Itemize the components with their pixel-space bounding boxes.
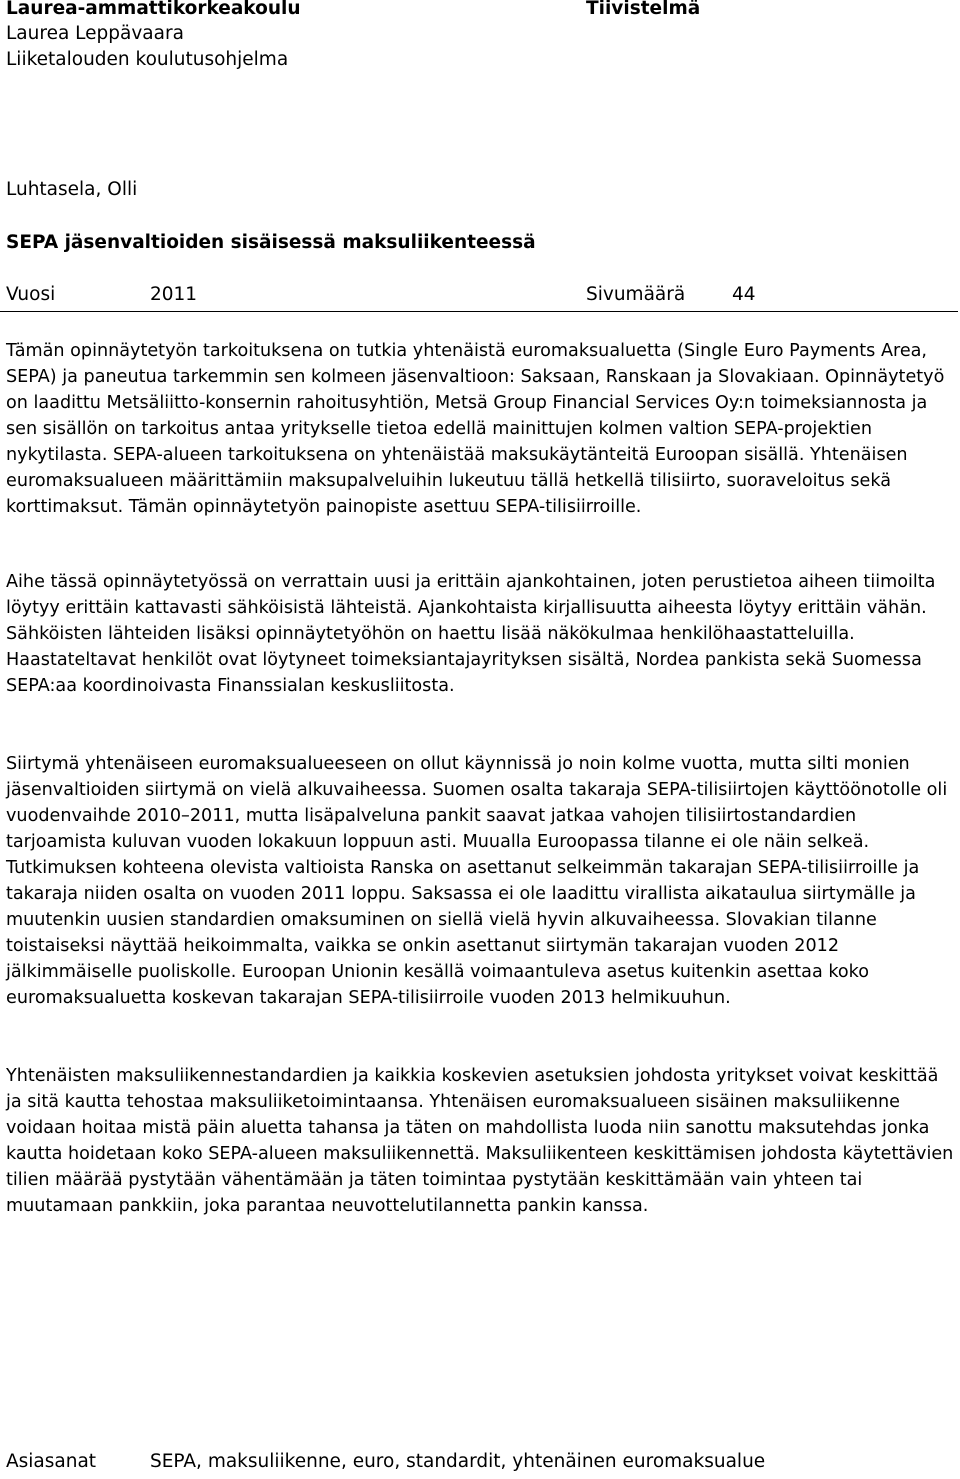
keywords-value: SEPA, maksuliikenne, euro, standardit, yhtenäinen euromaksualue (150, 1451, 766, 1472)
pages-value: 44 (732, 284, 756, 305)
thesis-title: SEPA jäsenvaltioiden sisäisessä maksuliikenteessä (6, 232, 536, 253)
pages-label: Sivumäärä (586, 284, 686, 305)
header-institution: Laurea-ammattikorkeakoulu (6, 0, 301, 19)
keywords-label: Asiasanat (6, 1451, 97, 1472)
year-label: Vuosi (6, 284, 56, 305)
abstract-paragraph-1: Tämän opinnäytetyön tarkoituksena on tutkia yhtenäistä euromaksualuetta (Single Euro Payments Area, SEPA) ja paneutua tarkemmin sen kolmeen jäsenvaltioon: Saksaan, Ranskaan ja Slovakiaan. Opinnäytetyö on laadittu Metsäliitto-konsernin rahoitusyhtiön, Metsä Group Financial Services Oy:n toimeksiannosta ja sen sisällön on tarkoitus antaa yritykselle tietoa edellä mainittujen kolmen valtion SEPA-projektien nykytilasta. SEPA-alueen tarkoituksena on yhtenäistää maksukäytänteitä Euroopan sisällä. Yhtenäisen euromaksualueen määrittämiin maksupalveluihin lukeutuu tällä hetkellä tilisiirto, suoraveloitus sekä korttimaksut. Tämän opinnäytetyön painopiste asettuu SEPA-tilisiirroille. (6, 341, 945, 517)
header-programme: Liiketalouden koulutusohjelma (6, 49, 289, 70)
abstract-paragraph-2: Aihe tässä opinnäytetyössä on verrattain uusi ja erittäin ajankohtainen, joten perustietoa aiheen tiimoilta löytyy erittäin kattavasti sähköisistä lähteistä. Ajankohtaista kirjallisuutta aiheesta löytyy erittäin vähän. Sähköisten lähteiden lisäksi opinnäytetyöhön on haettu lisää näkökulmaa henkilöhaastatteluilla. Haastateltavat henkilöt ovat löytyneet toimeksiantajayrityksen sisältä, Nordea pankista sekä Suomessa SEPA:aa koordinoivasta Finanssialan keskusliitosta. (6, 572, 936, 696)
divider (0, 311, 958, 312)
author: Luhtasela, Olli (6, 179, 138, 200)
doc-type: Tiivistelmä (586, 0, 701, 19)
abstract-paragraph-3: Siirtymä yhtenäiseen euromaksualueeseen on ollut käynnissä jo noin kolme vuotta, mutta silti monien jäsenvaltioiden siirtymä on vielä alkuvaiheessa. Suomen osalta takaraja SEPA-tilisiirtojen käyttöönotolle oli vuodenvaihde 2010–2011, mutta lisäpalveluna pankit saavat jatkaa vahojen tilisiirtostandardien tarjoamista kuluvan vuoden lokakuun loppuun asti. Muualla Euroopassa tilanne ei ole näin selkeä. Tutkimuksen kohteena olevista valtioista Ranska on asettanut selkeimmän takarajan SEPA-tilisiirroille ja takaraja niiden osalta on vuoden 2011 loppu. Saksassa ei ole laadittu virallista aikataulua siirtymälle ja muutenkin uusien standardien omaksuminen on siellä vielä hyvin alkuvaiheessa. Slovakian tilanne toistaiseksi näyttää heikoimmalta, vaikka se onkin asettanut siirtymän takarajan vuoden 2012 jälkimmäiselle puoliskolle. Euroopan Unionin kesällä voimaantuleva asetus kuitenkin asettaa koko euromaksualuetta koskevan takarajan SEPA-tilisiirroile vuoden 2013 helmikuuhun. (6, 754, 948, 1008)
abstract-paragraph-4: Yhtenäisten maksuliikennestandardien ja kaikkia koskevien asetuksien johdosta yritykset voivat keskittää ja sitä kautta tehostaa maksuliiketoimintaansa. Yhtenäisen euromaksualueen sisäinen maksuliikenne voidaan hoitaa mistä päin aluetta tahansa ja täten on mahdollista luoda niin sanottu maksutehdas jonka kautta hoidetaan koko SEPA-alueen maksuliikennettä. Maksuliikenteen keskittämisen johdosta käytettävien tilien määrää pystytään vähentämään ja täten toimintaa pystytään keskittämään vain yhteen tai muutamaan pankkiin, joka parantaa neuvottelutilannetta pankin kanssa. (6, 1066, 954, 1216)
year-value: 2011 (150, 284, 198, 305)
header-unit: Laurea Leppävaara (6, 23, 184, 44)
